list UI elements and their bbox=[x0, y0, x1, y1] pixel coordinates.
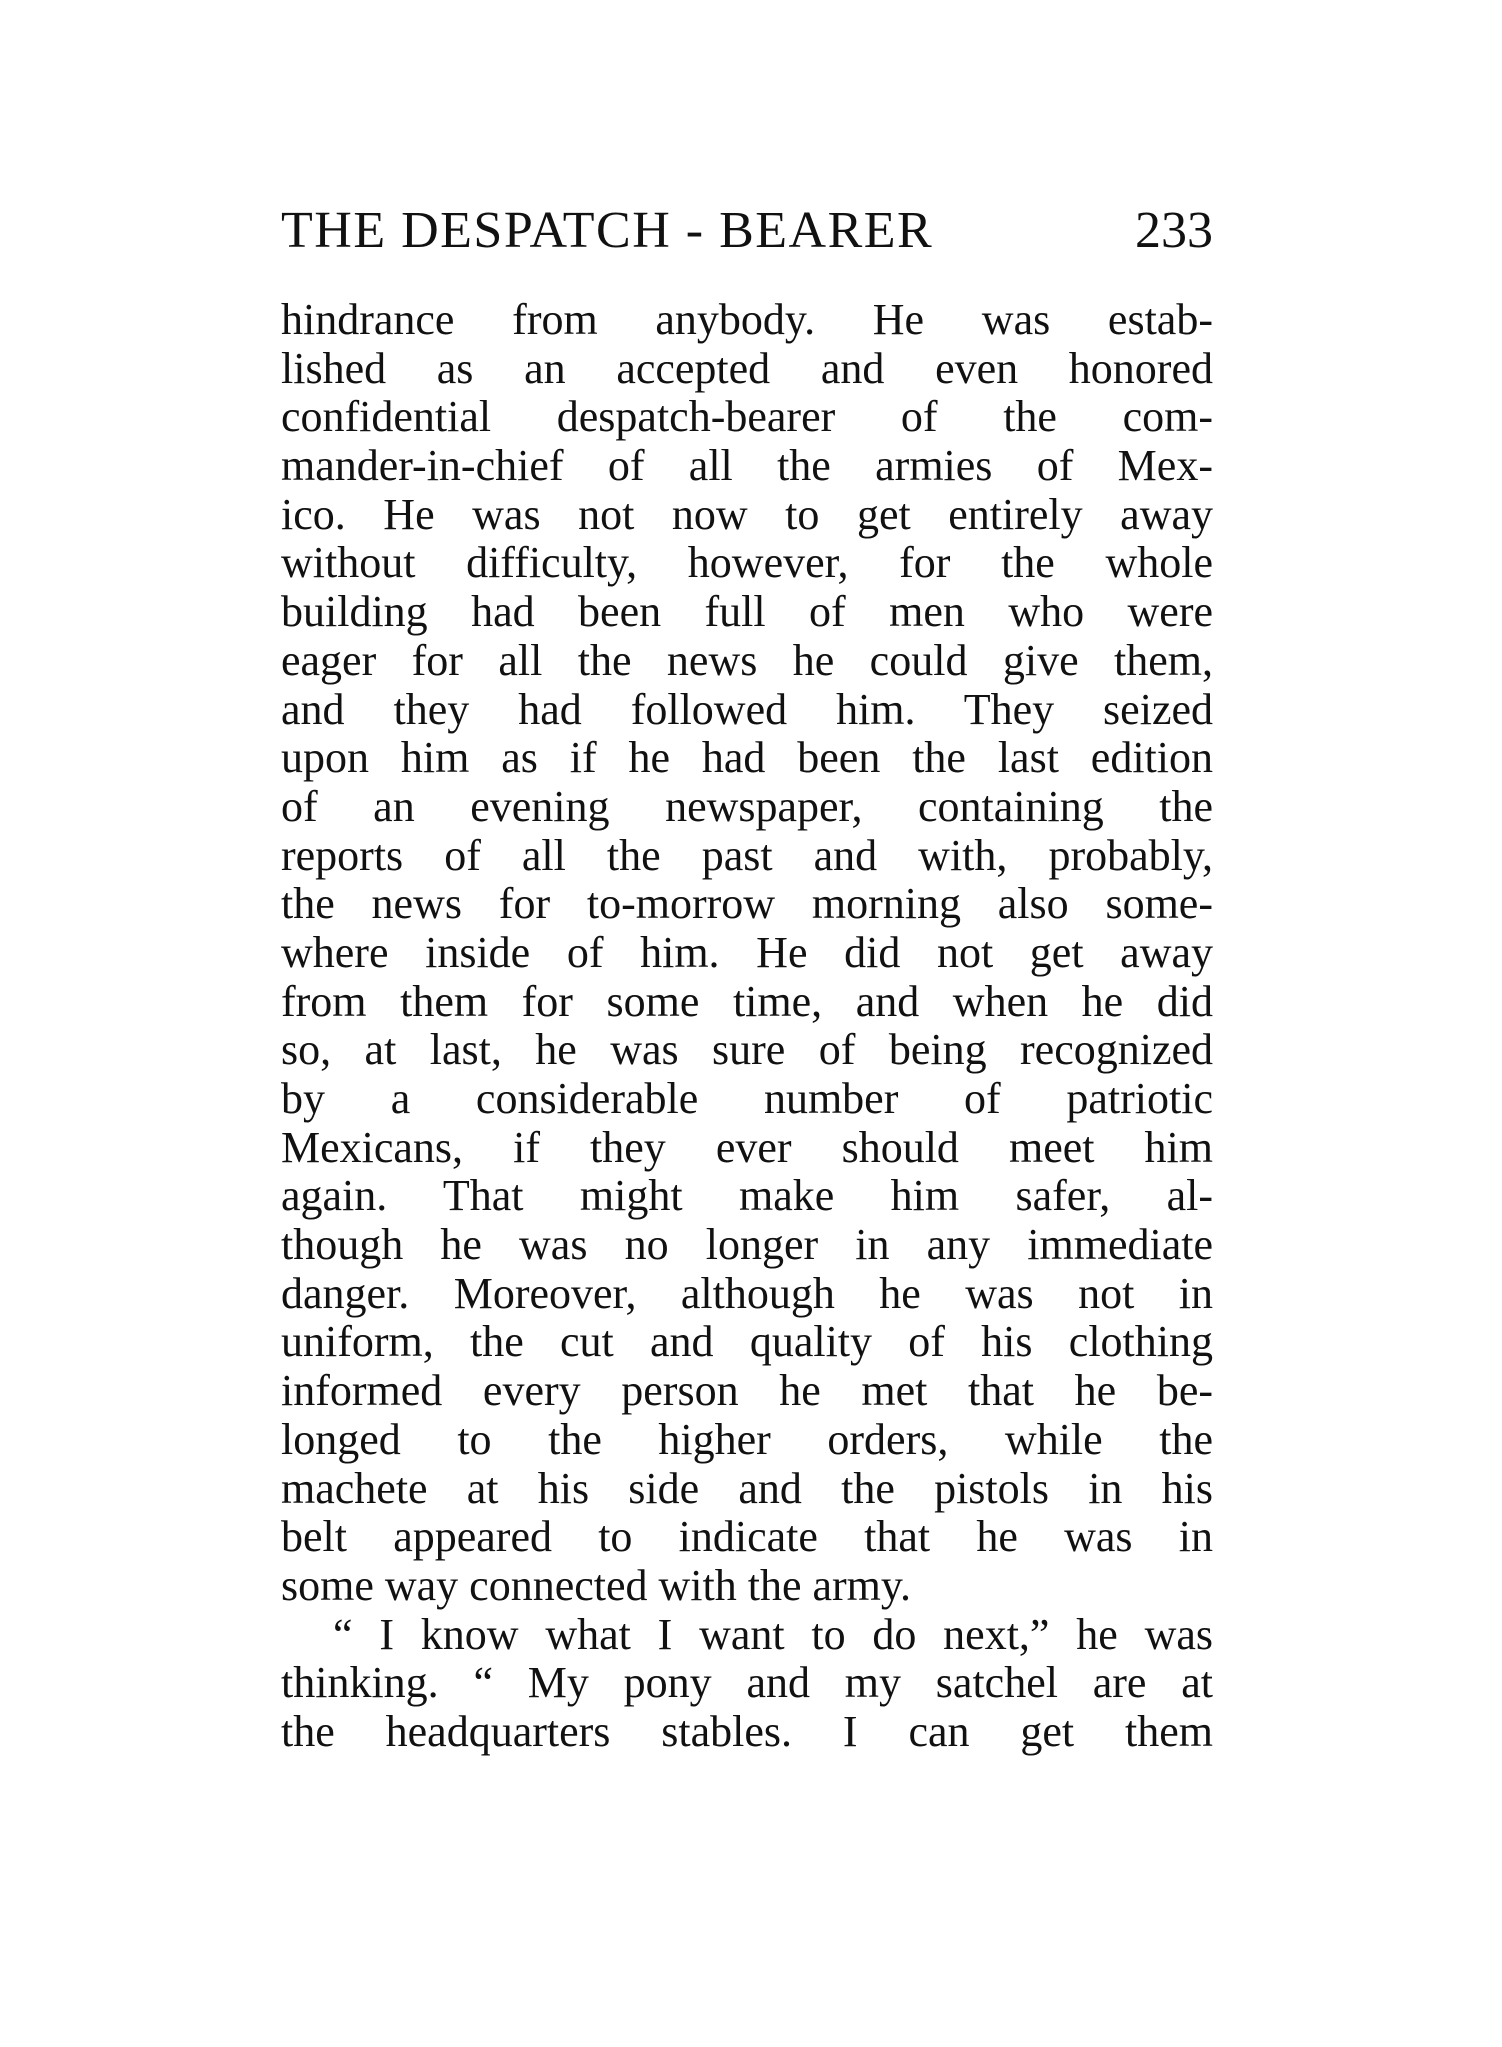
text-line: confidential despatch-bearer of the com- bbox=[281, 392, 1213, 442]
text-line: though he was no longer in any immediate bbox=[281, 1220, 1213, 1270]
text-line: building had been full of men who were bbox=[281, 587, 1213, 637]
text-line: danger. Moreover, although he was not in bbox=[281, 1268, 1213, 1318]
text-line: eager for all the news he could give them, bbox=[281, 635, 1213, 685]
text-line: informed every person he met that he be- bbox=[281, 1366, 1213, 1416]
text-line: ico. He was not now to get entirely away bbox=[281, 489, 1213, 539]
text-line: the headquarters stables. I can get them bbox=[281, 1706, 1213, 1756]
text-line: thinking. “ My pony and my satchel are at bbox=[281, 1658, 1213, 1708]
text-line: lished as an accepted and even honored bbox=[281, 343, 1213, 393]
body-text bbox=[281, 296, 1213, 1757]
text-line: without difficulty, however, for the whole bbox=[281, 538, 1213, 588]
page-number: 233 bbox=[1135, 202, 1213, 259]
text-line: belt appeared to indicate that he was in bbox=[281, 1512, 1213, 1562]
text-line: some way connected with the army. bbox=[281, 1560, 912, 1610]
text-line: and they had followed him. They seized bbox=[281, 684, 1213, 734]
text-line: “ I know what I want to do next,” he was bbox=[333, 1609, 1213, 1659]
text-line: again. That might make him safer, al- bbox=[281, 1171, 1213, 1221]
text-line: of an evening newspaper, containing the bbox=[281, 781, 1213, 831]
text-line: longed to the higher orders, while the bbox=[281, 1414, 1213, 1464]
text-line: upon him as if he had been the last edition bbox=[281, 733, 1213, 783]
text-line: mander-in-chief of all the armies of Mex- bbox=[281, 441, 1213, 491]
text-line: reports of all the past and with, probably, bbox=[281, 830, 1213, 880]
text-line: by a considerable number of patriotic bbox=[281, 1074, 1213, 1123]
text-line: so, at last, he was sure of being recognized bbox=[281, 1025, 1213, 1075]
text-line: the news for to-morrow morning also some- bbox=[281, 879, 1213, 929]
text-line: uniform, the cut and quality of his clothing bbox=[281, 1317, 1213, 1367]
text-line: machete at his side and the pistols in his bbox=[281, 1463, 1213, 1513]
text-line: Mexicans, if they ever should meet him bbox=[281, 1122, 1213, 1172]
text-line: from them for some time, and when he did bbox=[281, 976, 1213, 1026]
running-head: THE DESPATCH - BEARER bbox=[281, 202, 934, 259]
page-header bbox=[281, 200, 1213, 262]
text-line: hindrance from anybody. He was estab- bbox=[281, 295, 1213, 344]
text-line: where inside of him. He did not get away bbox=[281, 927, 1213, 977]
